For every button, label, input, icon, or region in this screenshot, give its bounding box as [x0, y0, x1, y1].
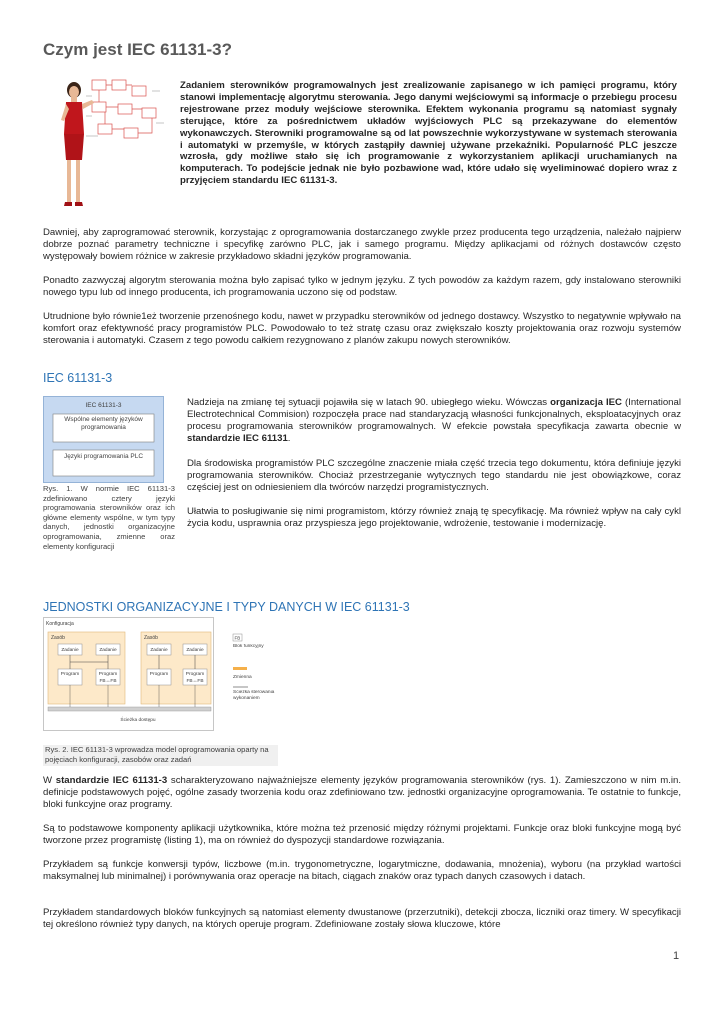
fig2-task-label-1: Zadanie: [61, 648, 79, 653]
iec-paragraph-1: Nadzieja na zmianę tej sytuacji pojawiła się w latach 90. ubiegłego wieku. Wówczas organizacja IEC (International Electrotechnical Commision) rozpoczęła prace nad standaryzacją własności funkcjonalnych, eksploatacyjnych oraz procesu programowania sterowników programowalnych. W efekcie powstała specyfikacja zawarta obecnie w standardzie IEC 61131.: [187, 397, 681, 444]
fig2-resource-label-2: Zasób: [144, 635, 158, 641]
figure-2-diagram: [43, 617, 278, 731]
fig2-task-label-3: Zadanie: [150, 648, 168, 653]
units-paragraph-1: W standardzie IEC 61131-3 scharakteryzowano najważniejsze elementy języków programowania sterowników (rys. 1). Zamieszczono w nim m.in. definicje podstawowych pojęć, ogólne zasady tworzenia kodu oraz zdefiniowano tzw. jednostki organizacyjne oprogramowania. Te ostatnie to funkcje, bloki funkcyjne oraz programy.: [43, 775, 681, 810]
fig2-fbfb-label-1: FB↔FB: [99, 679, 117, 684]
fig2-access-path-label: Ścieżka dostępu: [120, 718, 156, 723]
fig2-fbfb-label-2: FB↔FB: [186, 679, 204, 684]
fig2-program-label-4: Program: [185, 672, 205, 677]
fig2-program-label-3: Program: [149, 672, 169, 677]
fig2-task-label-2: Zadanie: [99, 648, 117, 653]
units-paragraph-4: Przykładem standardowych bloków funkcyjnych są natomiast elementy dwustanowe (przerzutniki), detekcji zbocza, liczniki oraz timery. W specyfikacji tej określono również typy danych, na których operuje program. Zdefiniowane zostały słowa kluczowe, które: [43, 907, 681, 930]
fig2-config-label: Konfiguracja: [46, 621, 74, 627]
figure-2-caption: Rys. 2. IEC 61131-3 wprowadza model oprogramowania oparty na pojęciach konfiguracji, zasobów oraz zadań: [43, 745, 278, 766]
fig2-legend-control-path: Ścieżka sterowania wykonaniem: [233, 690, 275, 701]
page-number: 1: [673, 950, 680, 962]
figure-1-caption: Rys. 1. W normie IEC 61131-3 zdefiniowano cztery języki programowania sterowników oraz ich główne elementy wspólne, w tym typy danych, jednostki organizacyjne oprogramowania, zmienne oraz elementy konfiguracji: [43, 484, 175, 551]
fig2-resource-label-1: Zasób: [51, 635, 65, 641]
iec-paragraph-2: Dla środowiska programistów PLC szczególne znaczenie miała część trzecia tego dokumentu, która definiuje języki programowania sterowników. Chociaż przestrzeganie wytycznych tego standardu nie jest obowiązkowe, coraz częściej jest on odniesieniem dla twórców narzędzi programistycznych.: [187, 458, 681, 493]
fig2-legend-block: Blok funkcyjny: [233, 644, 264, 649]
paragraph-1: Dawniej, aby zaprogramować sterownik, korzystając z oprogramowania dostarczanego zwykle przez producenta tego urządzenia, należało najpierw dobrze poznać parametry techniczne i specyfikę zarówno PLC, jak i samego programu. Między aplikacjami od różnych dostawców często występowały bowiem różnice w zakresie przykładowo składni języków programowania.: [43, 227, 681, 262]
iec-paragraph-3: Ułatwia to posługiwanie się nimi programistom, którzy również znają tę specyfikację. Ma również wpływ na cały cykl życia kodu, usprawnia oraz przyspiesza jego projektowanie, wdrożenie, testowanie i modernizację.: [187, 506, 681, 529]
section-heading-units: JEDNOSTKI ORGANIZACYJNE I TYPY DANYCH W IEC 61131-3: [43, 600, 410, 614]
figure-1-common-elements: Wspólne elementy języków programowania: [64, 416, 143, 431]
fig2-legend-fb: FB: [234, 635, 241, 641]
figure-1-title: IEC 61131-3: [85, 402, 122, 409]
paragraph-2: Ponadto zazwyczaj algorytm sterowania można było zapisać tylko w jednym języku. Z tych powodów za każdym razem, gdy instalowano sterowniki nowego typu lub od innego producenta, ich programowania uczono się od podstaw.: [43, 275, 681, 298]
fig2-task-label-4: Zadanie: [186, 648, 204, 653]
figure-1-diagram: [43, 396, 164, 483]
figure-1-languages: Języki programowania PLC: [63, 453, 144, 460]
fig2-legend-variable: Zmienna: [233, 675, 252, 680]
section-heading-iec: IEC 61131-3: [43, 371, 113, 385]
fig2-program-label-2: Program: [98, 672, 118, 677]
paragraph-3: Utrudnione było równie1eż tworzenie przenośnego kodu, nawet w przypadku sterowników od jednego dostawcy. Wszystko to negatywnie wpływało na komfort oraz efektywność pracy programistów PLC. Powodowało to też stratę czasu oraz zwiększało koszty projektowania oraz rozwoju systemów sterowania i automatyki. Czasem z tego powodu całkiem rezygnowano z planów zakupu nowych sterowników.: [43, 311, 681, 346]
intro-paragraph: Zadaniem sterowników programowalnych jest zrealizowanie zapisanego w ich pamięci programu, który stanowi implementację algorytmu sterowania. Jego danymi wejściowymi są informacje o przebiegu procesu rejestrowane przez moduły wejściowe sterownika. Efektem wykonania programu są natomiast sygnały sterujące, które za pośrednictwem układów wyjściowych PLC są przekazywane do elementów wykonawczych. Sterowniki programowalne są od lat powszechnie wykorzystywane w systemach sterowania i automatyki w przemyśle, w których zastąpiły dawniej używane przekaźniki. Popularność PLC jeszcze wzrosła, gdy możliwe stało się ich programowanie z wykorzystaniem aplikacji uruchamianych na komputerach. To podejście jednak nie było pozbawione wad, które udało się wyeliminować dopiero wraz z przyjęciem standardu IEC 61131-3.: [180, 80, 677, 187]
units-paragraph-2: Są to podstawowe komponenty aplikacji użytkownika, które można też przenosić między różnymi projektami. Funkcje oraz bloki funkcyjne mogą być tworzone przez programistę (listing 1), ma on również do dyspozycji standardowe rozwiązania.: [43, 823, 681, 846]
fig2-program-label-1: Program: [60, 672, 80, 677]
page-title: Czym jest IEC 61131-3?: [43, 40, 232, 59]
units-paragraph-3: Przykładem są funkcje konwersji typów, liczbowe (m.in. trygonometryczne, logarytmiczne, dodawania, mnożenia), wyboru (na przykład wartości maksymalnej lub minimalnej) i porównywania oraz operacje na bitach, ciągach znaków oraz typach danych czasowych i datach.: [43, 859, 681, 882]
hero-illustration: [52, 76, 170, 218]
